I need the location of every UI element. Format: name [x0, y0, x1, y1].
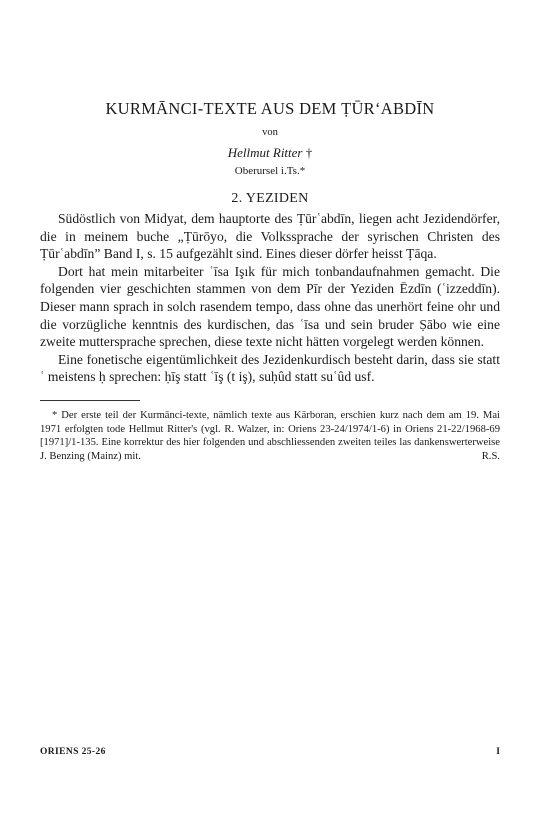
paper-page — [40, 0, 500, 825]
affiliation: Oberursel i.Ts.* — [234, 165, 306, 177]
footnote — [40, 409, 500, 463]
paragraph-3: Eine fonetische eigentümlichkeit des Jezidenkurdisch besteht darin, dass sie statt ʿ meistens ḥ sprechen: ḥīş statt ʿīş (t iş), suḥûd statt suʿûd usf. — [40, 351, 500, 385]
body-text — [40, 210, 500, 386]
article-title: KURMĀNCI-TEXTE AUS DEM ṬŪR‘ABDĪN — [105, 99, 435, 118]
author-line — [40, 145, 500, 161]
author-name: Hellmut Ritter — [227, 145, 303, 160]
footnote-divider — [40, 400, 140, 401]
paragraph-2: Dort hat mein mitarbeiter ʿīsa Işık für mich tonbandaufnahmen gemacht. Die folgenden vier geschichten stammen von dem Pīr der Yeziden Ēzdīn (ʿizzeddīn). Dieser mann sprach in solch rasendem tempo, dass ohne das unerhört feine ohr und die vorzügliche kenntnis des kurdischen, das ʿīsa und sein bruder Ṣābo wie eine zweite muttersprache sprechen, diese texte nicht hätten vorgelegt werden können. — [40, 263, 500, 350]
paragraph-1: Südöstlich von Midyat, dem hauptorte des Ṭūrʿabdīn, liegen acht Jezidendörfer, die in meinem buche „Ṭūrōyo, die Volkssprache der syrischen Christen des Ṭūrʿabdīn” Band I, s. 15 aufgezählt sind. Eines dieser dörfer heisst Ṭāqa. — [40, 211, 500, 262]
footnote-text: * Der erste teil der Kurmānci-texte, nämlich texte aus Kärboran, erschien kurz nach dem am 19. Mai 1971 erfolgten tode Hellmut Ritter's (vgl. R. Walzer, in: Oriens 23-24/1974/1-6) in Oriens 21-22/1968-69 [1971]/1-135. Eine korrektur des hier folgenden und abschliessenden zweiten teiles las dankenswerterweise J. Benzing (Mainz) mit. — [40, 410, 500, 462]
dagger-mark: † — [305, 145, 313, 160]
page-number: I — [496, 747, 500, 757]
journal-footer: ORIENS 25-26 — [40, 747, 106, 757]
section-heading: 2. YEZIDEN — [231, 191, 309, 206]
byline-von: von — [262, 127, 278, 138]
footnote-initials: R.S. — [481, 450, 500, 462]
